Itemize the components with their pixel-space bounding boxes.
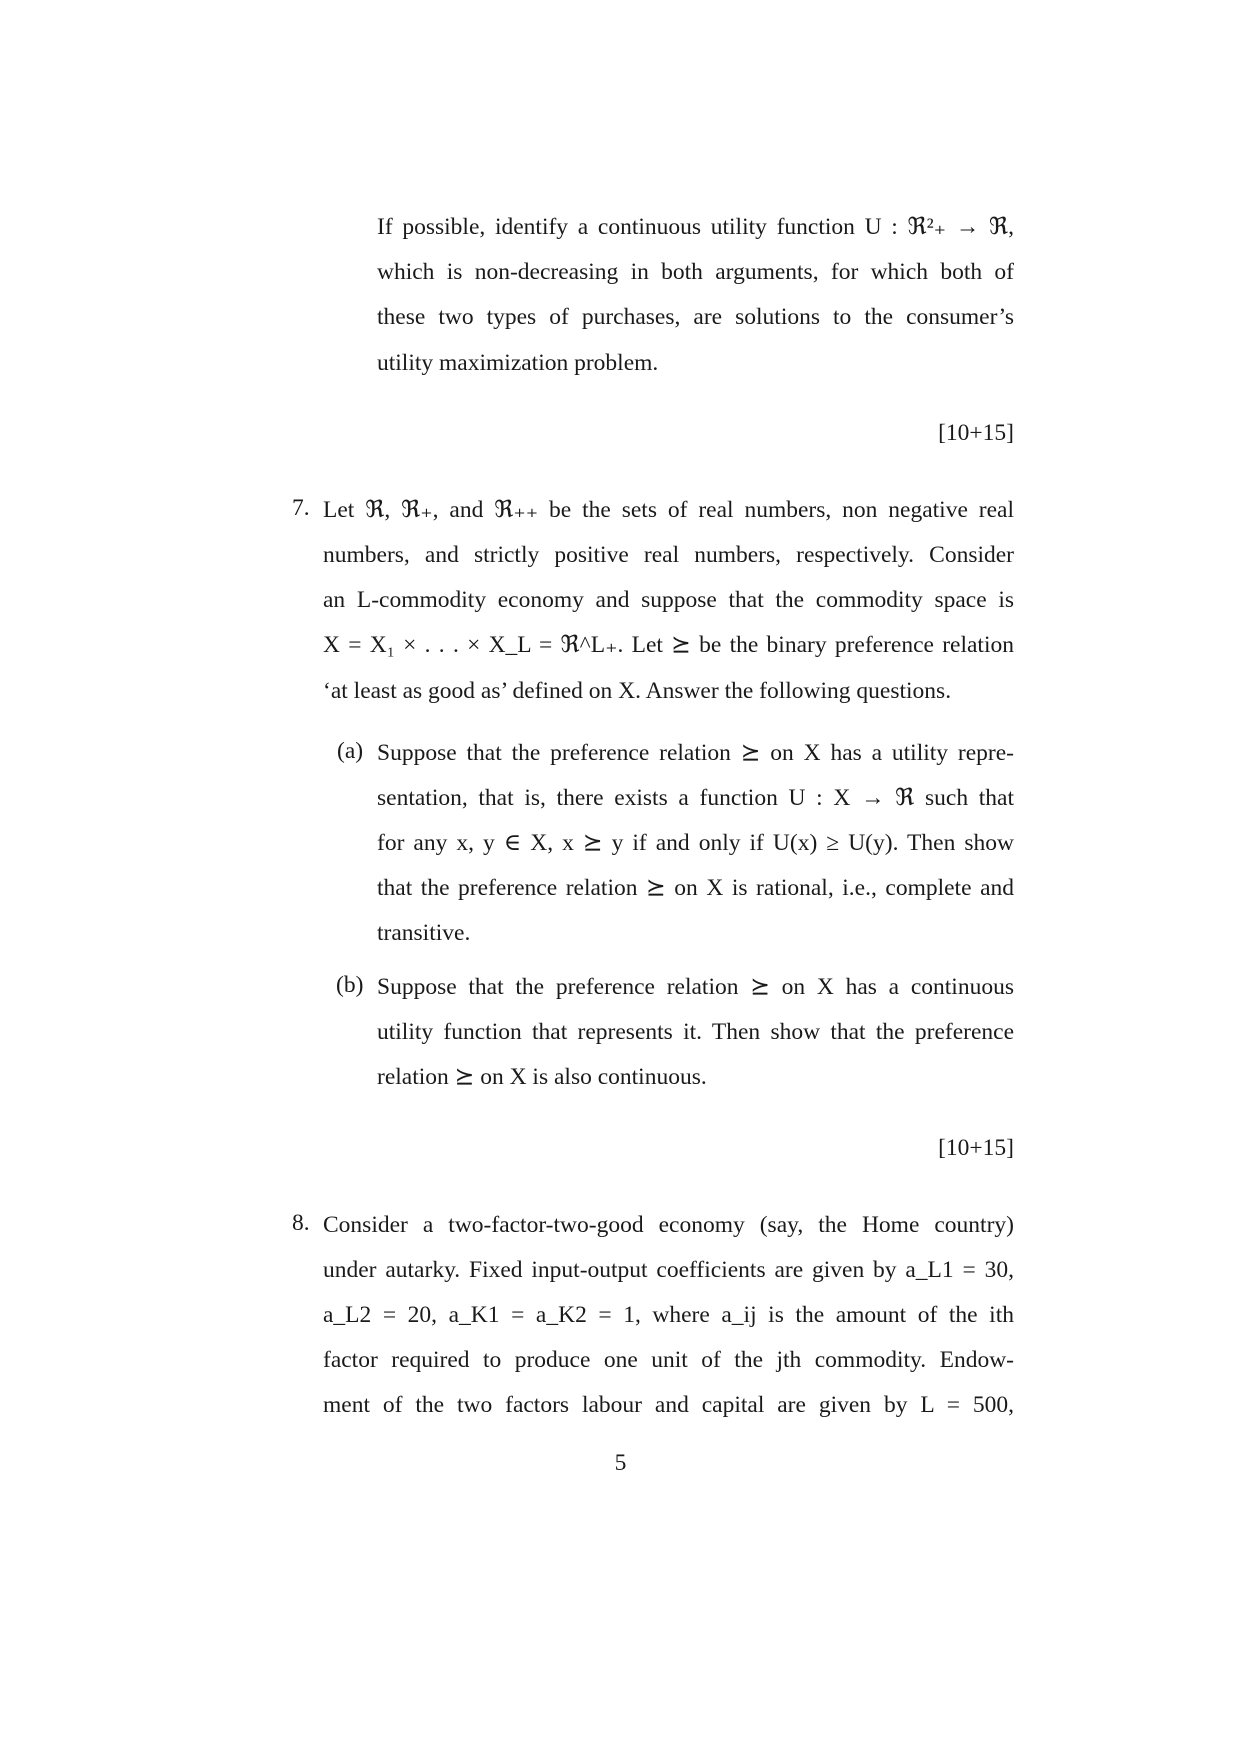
text-line: these two types of purchases, are solutions to the consumer’s (377, 304, 1014, 330)
text-line: that the preference relation ⪰ on X is rational, i.e., complete and (377, 875, 1014, 901)
text-line: under autarky. Fixed input-output coefficients are given by a_L1 = 30, (323, 1257, 1014, 1283)
text-line: which is non-decreasing in both arguments, for which both of (377, 259, 1014, 285)
text-line: Suppose that the preference relation ⪰ on X has a utility repre- (377, 740, 1014, 766)
part-label: (a) (337, 738, 364, 764)
text-line: X = X₁ × . . . × X_L = ℜ^L₊. Let ⪰ be the binary preference relation (323, 632, 1014, 658)
question-number: 7. (292, 495, 310, 521)
part-label: (b) (336, 972, 364, 998)
text-line: Consider a two-factor-two-good economy (say, the Home country) (323, 1212, 1014, 1238)
question-number: 8. (292, 1210, 310, 1236)
text-line: factor required to produce one unit of the jth commodity. Endow- (323, 1347, 1014, 1373)
marks-label: [10+15] (938, 1135, 1014, 1161)
page-number: 5 (614, 1450, 627, 1476)
text-line: utility maximization problem. (377, 350, 659, 376)
text-line: Let ℜ, ℜ₊, and ℜ₊₊ be the sets of real numbers, non negative real (323, 497, 1014, 523)
text-line: sentation, that is, there exists a function U : X → ℜ such that (377, 785, 1014, 811)
text-line: relation ⪰ on X is also continuous. (377, 1064, 707, 1090)
text-line: transitive. (377, 920, 471, 946)
text-line: ‘at least as good as’ defined on X. Answer the following questions. (323, 678, 952, 704)
text-line: utility function that represents it. Then show that the preference (377, 1019, 1014, 1045)
text-line: ment of the two factors labour and capital are given by L = 500, (323, 1392, 1014, 1418)
text-line: an L-commodity economy and suppose that the commodity space is (323, 587, 1014, 613)
text-line: numbers, and strictly positive real numbers, respectively. Consider (323, 542, 1014, 568)
text-line: a_L2 = 20, a_K1 = a_K2 = 1, where a_ij is the amount of the ith (323, 1302, 1014, 1328)
text-line: If possible, identify a continuous utility function U : ℜ²₊ → ℜ, (377, 214, 1014, 240)
text-line: for any x, y ∈ X, x ⪰ y if and only if U(x) ≥ U(y). Then show (377, 830, 1014, 856)
text-line: Suppose that the preference relation ⪰ on X has a continuous (377, 974, 1014, 1000)
marks-label: [10+15] (938, 420, 1014, 446)
